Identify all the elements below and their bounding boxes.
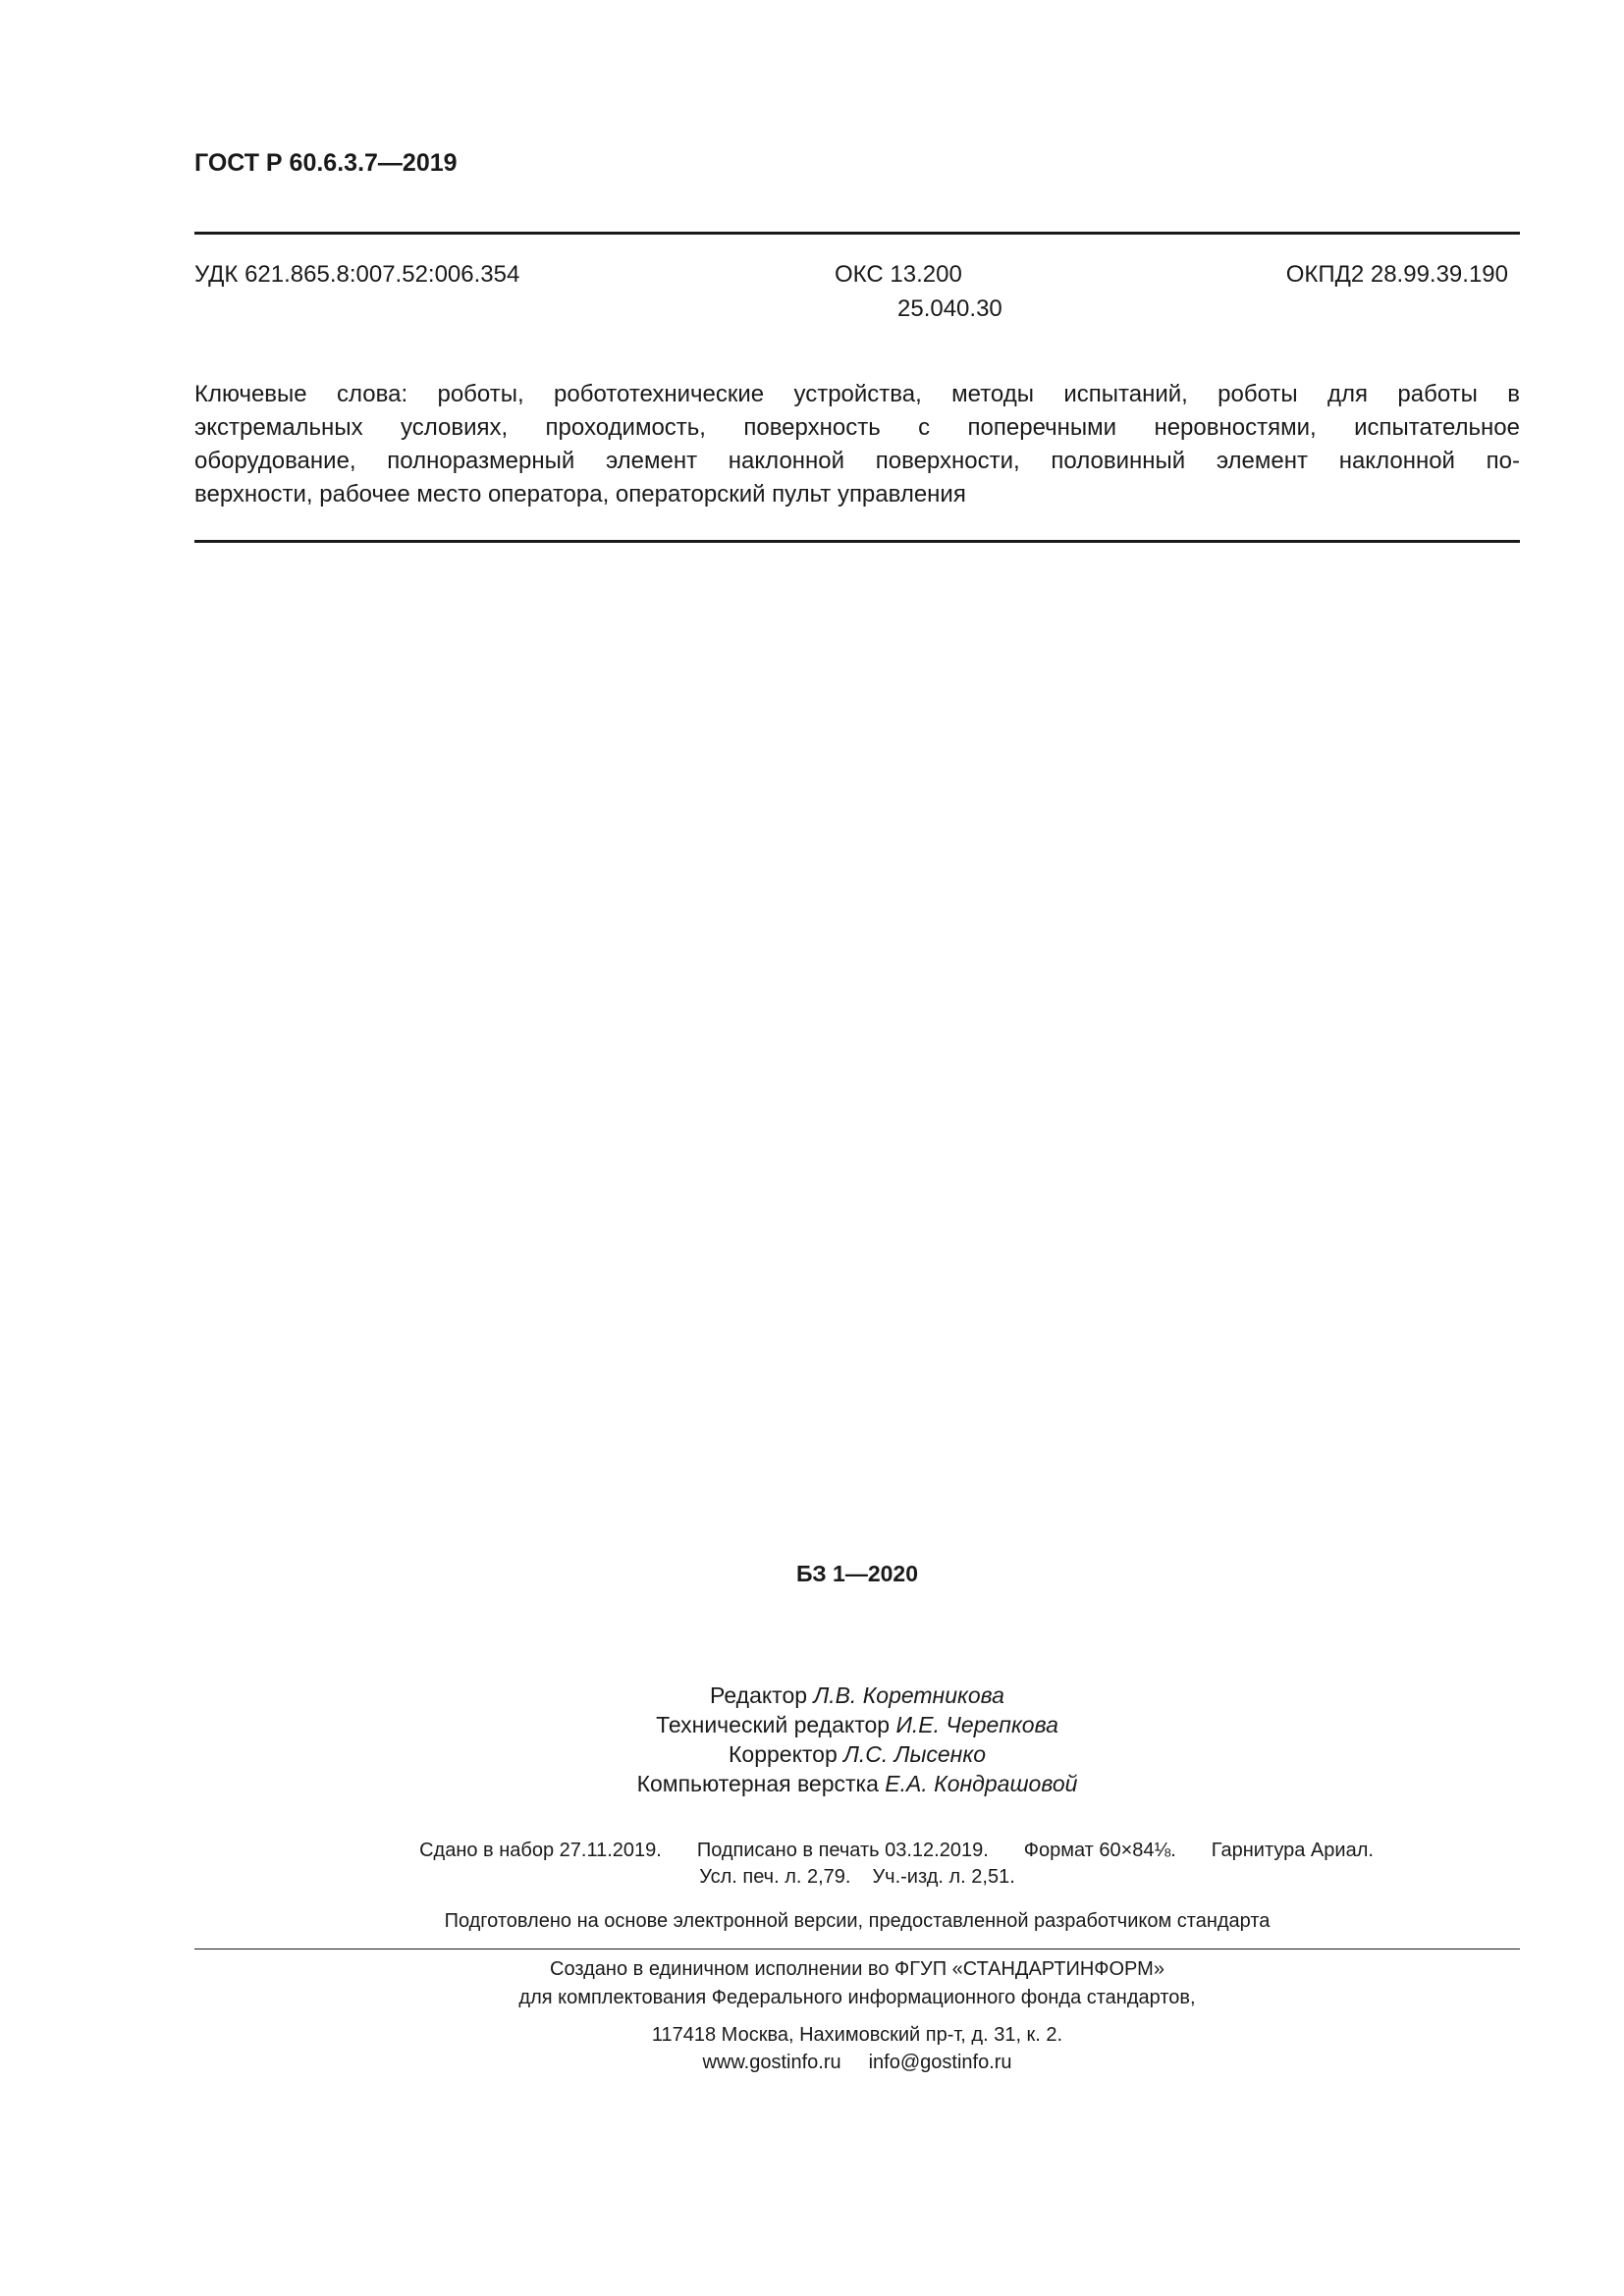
keywords-divider [194,540,1520,543]
format: Формат 60×84⅛. [1023,1840,1176,1861]
udk-code: УДК 621.865.8:007.52:006.354 [194,261,520,288]
okpd-code: ОКПД2 28.99.39.190 [1285,261,1508,288]
publication-info-line2 [194,1866,1520,1889]
submitted-date: Сдано в набор 27.11.2019. [419,1840,662,1861]
publisher-line2: для комплектования Федерального информационного фонда стандартов, [518,1987,1196,2008]
staff-name: И.Е. Черепкова [895,1712,1058,1737]
publisher-contacts [194,2052,1520,2074]
staff-layout [194,1771,1520,1797]
staff-name: Л.В. Коретникова [813,1682,1004,1708]
website-link[interactable]: www.gostinfo.ru [702,2052,841,2073]
staff-editor [194,1682,1520,1709]
publisher-address: 117418 Москва, Нахимовский пр-т, д. 31, к. 2. [651,2024,1063,2046]
publisher-sheets: Уч.-изд. л. 2,51. [872,1866,1015,1888]
email-link[interactable]: info@gostinfo.ru [868,2052,1012,2073]
keywords-line: Ключевые слова: роботы, робототехнические устройства, методы испытаний, роботы для работы в [194,381,1520,407]
typeface: Гарнитура Ариал. [1211,1840,1374,1861]
staff-corrector [194,1741,1520,1768]
oks-code-1: ОКС 13.200 [835,261,962,288]
keywords-line: оборудование, полноразмерный элемент наклонной поверхности, половинный элемент наклонной по- [194,448,1520,474]
bz-number: БЗ 1—2020 [796,1561,918,1586]
header-divider [194,232,1520,235]
staff-name: Е.А. Кондрашовой [885,1771,1078,1796]
staff-name: Л.С. Лысенко [843,1741,986,1767]
publication-info-line1 [194,1840,1559,1862]
staff-role: Компьютерная верстка [636,1771,879,1796]
staff-role: Технический редактор [656,1712,891,1737]
staff-role: Редактор [710,1682,808,1708]
oks-code-2: 25.040.30 [897,295,1002,322]
document-header: ГОСТ Р 60.6.3.7—2019 [194,149,458,177]
publisher-line1: Создано в единичном исполнении во ФГУП «СТАНДАРТИНФОРМ» [550,1958,1164,1980]
keywords-line: верхности, рабочее место оператора, операторский пульт управления [194,481,966,507]
staff-role: Корректор [729,1741,838,1767]
prepared-note: Подготовлено на основе электронной версии, предоставленной разработчиком стандарта [444,1910,1271,1932]
keywords-paragraph [194,378,1520,511]
keywords-line: экстремальных условиях, проходимость, поверхность с поперечными неровностями, испытательное [194,414,1520,441]
print-sheets: Усл. печ. л. 2,79. [699,1866,851,1888]
staff-tech-editor [194,1712,1520,1738]
signed-date: Подписано в печать 03.12.2019. [696,1840,989,1861]
